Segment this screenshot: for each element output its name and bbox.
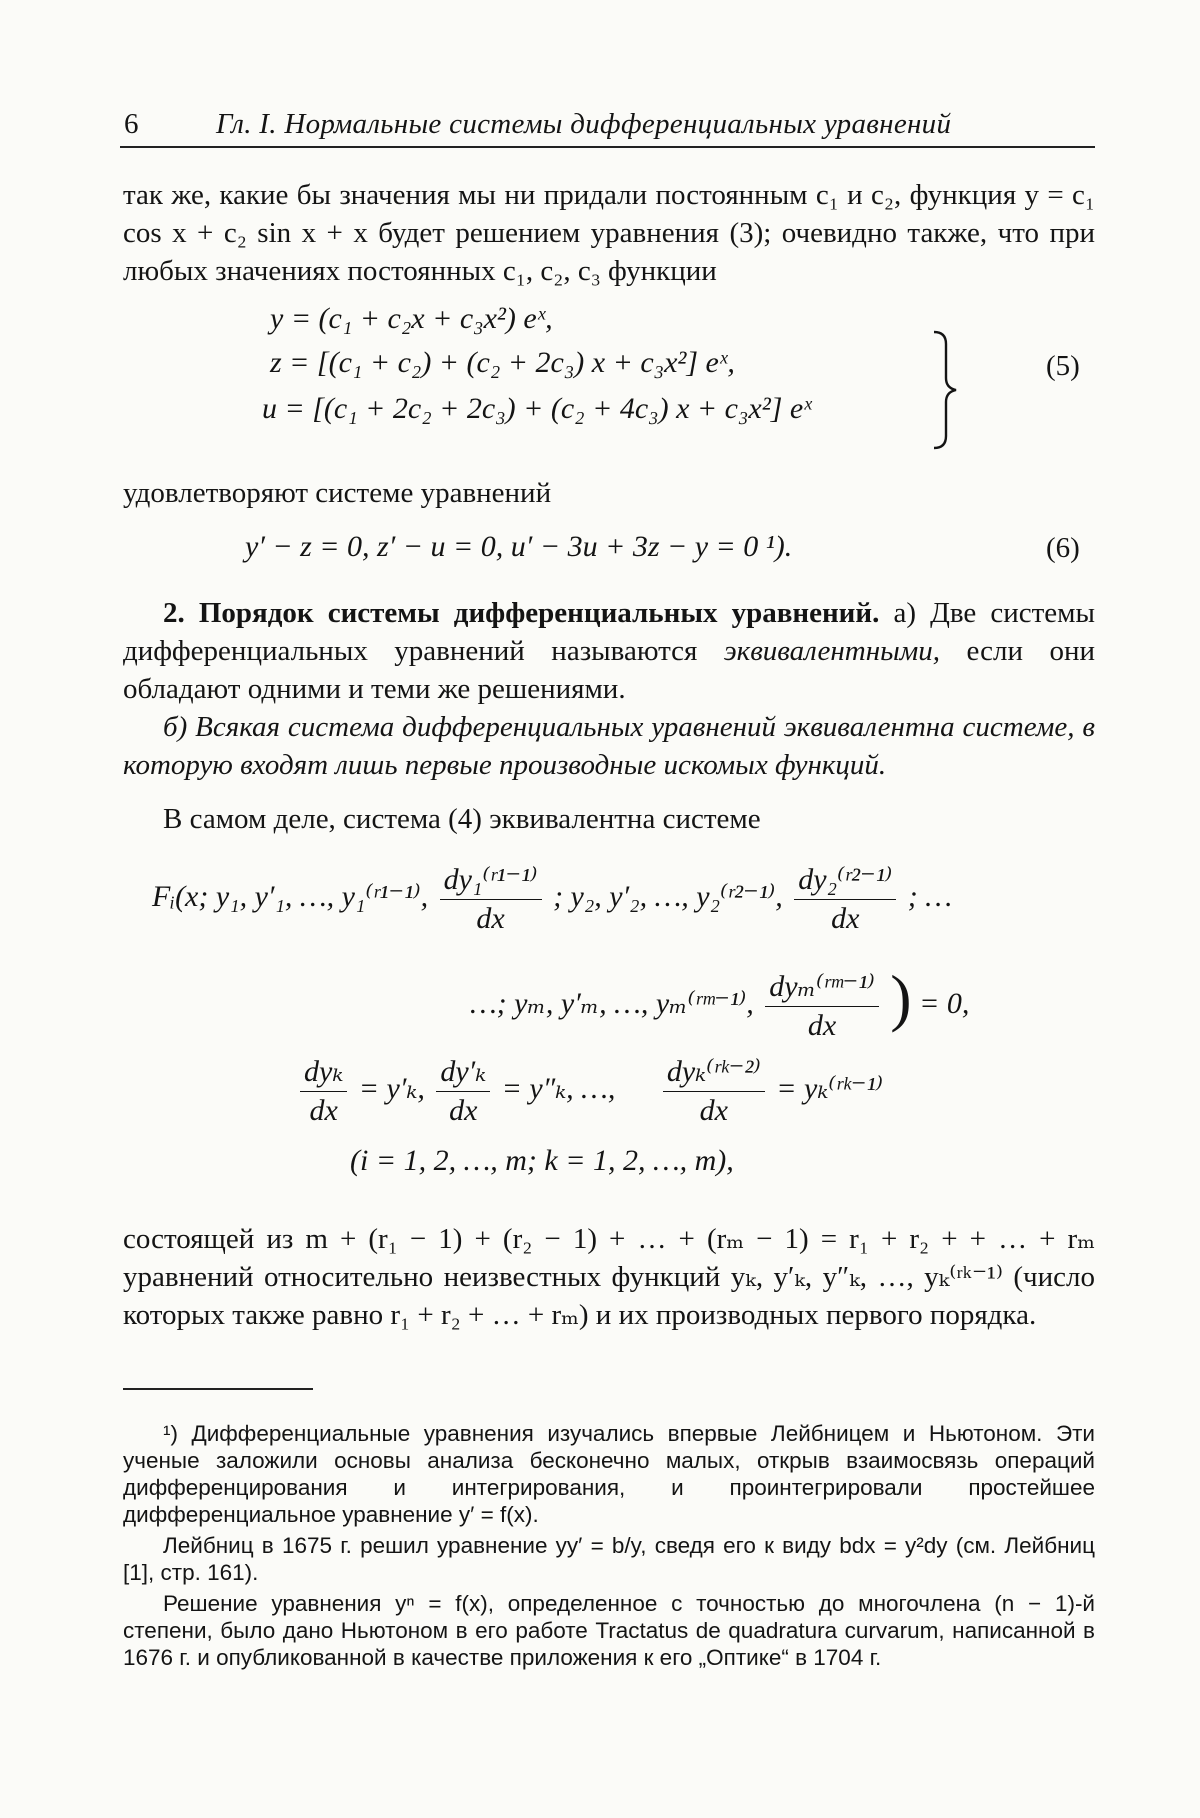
section-heading: 2. Порядок системы дифференциальных уравнений. <box>163 597 880 629</box>
fraction-numerator: dyₘ⁽ʳᵐ⁻¹⁾ <box>765 969 878 1007</box>
row3-rhs-2: = y″ₖ, …, <box>501 1071 616 1105</box>
row1-tail: ; … <box>907 879 952 913</box>
system-row-1 <box>152 862 952 936</box>
paragraph-consisting: состоящей из m + (r₁ − 1) + (r₂ − 1) + … + (rₘ − 1) = r₁ + r₂ + + … + rₘ уравнений относительно неизвестных функций yₖ, y′ₖ, y″ₖ, …, yₖ⁽ʳᵏ⁻¹⁾ (число которых также равно r₁ + r₂ + … + rₘ) и их производных первого порядка. <box>123 1223 1095 1331</box>
fraction-dyk-prime-dx <box>436 1054 490 1128</box>
fraction-dym-dx <box>765 969 878 1043</box>
system-row-2 <box>470 960 969 1043</box>
eq5-line-1: y = (c₁ + c₂x + c₃x²) eˣ, <box>270 302 553 335</box>
fraction-denominator: dx <box>699 1094 728 1127</box>
system-row-4: (i = 1, 2, …, m; k = 1, 2, …, m), <box>350 1144 734 1177</box>
chapter-title: Гл. I. Нормальные системы дифференциальных уравнений <box>216 108 952 140</box>
fraction-dyk-dx <box>300 1054 347 1128</box>
paragraph-satisfy: удовлетворяют системе уравнений <box>123 477 552 509</box>
eq6: y′ − z = 0, z′ − u = 0, u′ − 3u + 3z − y = 0 ¹). <box>245 530 793 563</box>
row3-rhs-3: = yₖ⁽ʳᵏ⁻¹⁾ <box>776 1071 883 1105</box>
fraction-numerator: dyₖ⁽ʳᵏ⁻²⁾ <box>663 1054 765 1092</box>
right-brace-icon <box>930 330 960 450</box>
row1-middle: ; y₂, y′₂, …, y₂⁽ʳ²⁻¹⁾, <box>553 879 783 913</box>
section-text-a1: а) Две системы дифференциальных уравнений называются <box>123 597 1096 667</box>
section-2-paragraph <box>123 594 1095 708</box>
fraction-dy2-dx <box>794 862 896 936</box>
term-equivalent: эквивалентными, <box>723 635 941 667</box>
fraction-dyk-rk-dx <box>663 1054 765 1128</box>
row1-lead: Fᵢ(x; y₁, y′₁, …, y₁⁽ʳ¹⁻¹⁾, <box>152 879 429 913</box>
eq6-number: (6) <box>1046 532 1080 564</box>
fraction-denominator: dx <box>449 1094 478 1127</box>
fraction-dy1-dx <box>440 862 542 936</box>
header-rule <box>120 146 1095 148</box>
row3-rhs-1: = y′ₖ, <box>358 1071 425 1105</box>
eq5-number: (5) <box>1046 350 1080 382</box>
eq5-line-3: u = [(c₁ + 2c₂ + 2c₃) + (c₂ + 4c₃) x + c₃x²] eˣ <box>262 392 812 425</box>
fraction-numerator: dy′ₖ <box>436 1054 490 1092</box>
fraction-denominator: dx <box>831 902 860 935</box>
footnote-1: ¹) Дифференциальные уравнения изучались впервые Лейбницем и Ньютоном. Эти ученые заложили основы анализа бесконечно малых, открыв взаимосвязь операций дифференцирования и интегрирования, и проинтегрировали простейшее дифференциальное уравнение y′ = f(x). <box>123 1421 1095 1527</box>
system-row-3 <box>296 1054 883 1128</box>
statement-b: б) Всякая система дифференциальных уравнений эквивалентна системе, в которую входят лишь первые производные искомых функций. <box>123 711 1095 781</box>
footnote-newton: Решение уравнения yⁿ = f(x), определенное с точностью до многочлена (n − 1)-й степени, было дано Ньютоном в его работе Tractatus de quadratura curvarum, написанной в 1676 г. и опубликованной в качестве приложения к его „Оптике“ в 1704 г. <box>123 1591 1095 1670</box>
closing-paren-icon: ) <box>890 962 912 1033</box>
fraction-numerator: dy₂⁽ʳ²⁻¹⁾ <box>794 862 896 900</box>
footnote-rule <box>123 1388 313 1390</box>
paragraph-indeed: В самом деле, система (4) эквивалентна системе <box>163 803 761 835</box>
fraction-denominator: dx <box>476 902 505 935</box>
fraction-denominator: dx <box>807 1009 837 1043</box>
running-header <box>120 108 1100 142</box>
footnote-leibniz: Лейбниц в 1675 г. решил уравнение yy′ = b/y, сведя его к виду bdx = y²dy (см. Лейбниц [1], стр. 161). <box>123 1533 1095 1585</box>
fraction-numerator: dyₖ <box>300 1054 347 1092</box>
section-text-a2: если они обладают одними и теми же решениями. <box>123 635 1096 705</box>
row2-lead: …; yₘ, y′ₘ, …, yₘ⁽ʳᵐ⁻¹⁾, <box>470 987 754 1020</box>
page-number: 6 <box>124 108 139 140</box>
row2-tail: = 0, <box>919 987 970 1020</box>
fraction-numerator: dy₁⁽ʳ¹⁻¹⁾ <box>440 862 542 900</box>
fraction-denominator: dx <box>309 1094 338 1127</box>
eq5-line-2: z = [(c₁ + c₂) + (c₂ + 2c₃) x + c₃x²] eˣ, <box>270 346 735 379</box>
paragraph-intro: так же, какие бы значения мы ни придали постоянным c₁ и c₂, функция y = c₁ cos x + c₂ sin x + x будет решением уравнения (3); очевидно также, что при любых значениях постоянных c₁, c₂, c₃ функции <box>123 179 1095 287</box>
